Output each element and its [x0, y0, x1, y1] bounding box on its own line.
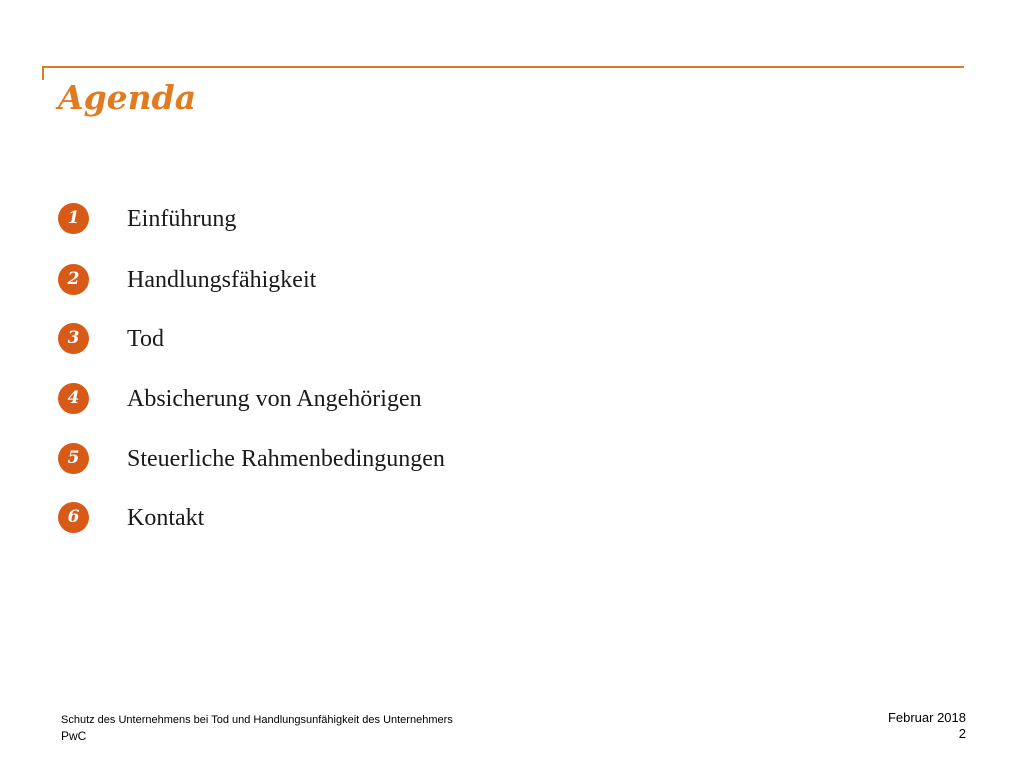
- agenda-item-label: Handlungsfähigkeit: [127, 267, 317, 293]
- footer-presentation-title: Schutz des Unternehmens bei Tod und Handlungsunfähigkeit des Unternehmers: [61, 714, 453, 726]
- agenda-item-label: Absicherung von Angehörigen: [127, 386, 422, 412]
- agenda-number-badge: 6: [58, 502, 89, 533]
- page-title: Agenda: [58, 78, 197, 117]
- footer-brand: PwC: [61, 729, 87, 743]
- agenda-item-label: Steuerliche Rahmenbedingungen: [127, 446, 445, 472]
- agenda-item: [58, 502, 758, 534]
- footer-date: Februar 2018: [887, 710, 966, 725]
- agenda-number-badge: 4: [58, 383, 89, 414]
- agenda-item: [58, 383, 758, 415]
- agenda-item: [58, 323, 758, 355]
- agenda-number-badge: 1: [58, 203, 89, 234]
- agenda-number-badge: 2: [58, 264, 89, 295]
- agenda-item-label: Tod: [127, 326, 164, 352]
- agenda-number-badge: 3: [58, 323, 89, 354]
- agenda-item-label: Kontakt: [127, 505, 205, 531]
- footer-page-number: 2: [958, 726, 966, 741]
- agenda-item: [58, 264, 758, 296]
- agenda-item-label: Einführung: [127, 206, 237, 232]
- footer-right: [888, 710, 966, 742]
- agenda-item: [58, 203, 758, 235]
- agenda-number-badge: 5: [58, 443, 89, 474]
- footer-left: [61, 712, 453, 744]
- agenda-item: [58, 443, 758, 475]
